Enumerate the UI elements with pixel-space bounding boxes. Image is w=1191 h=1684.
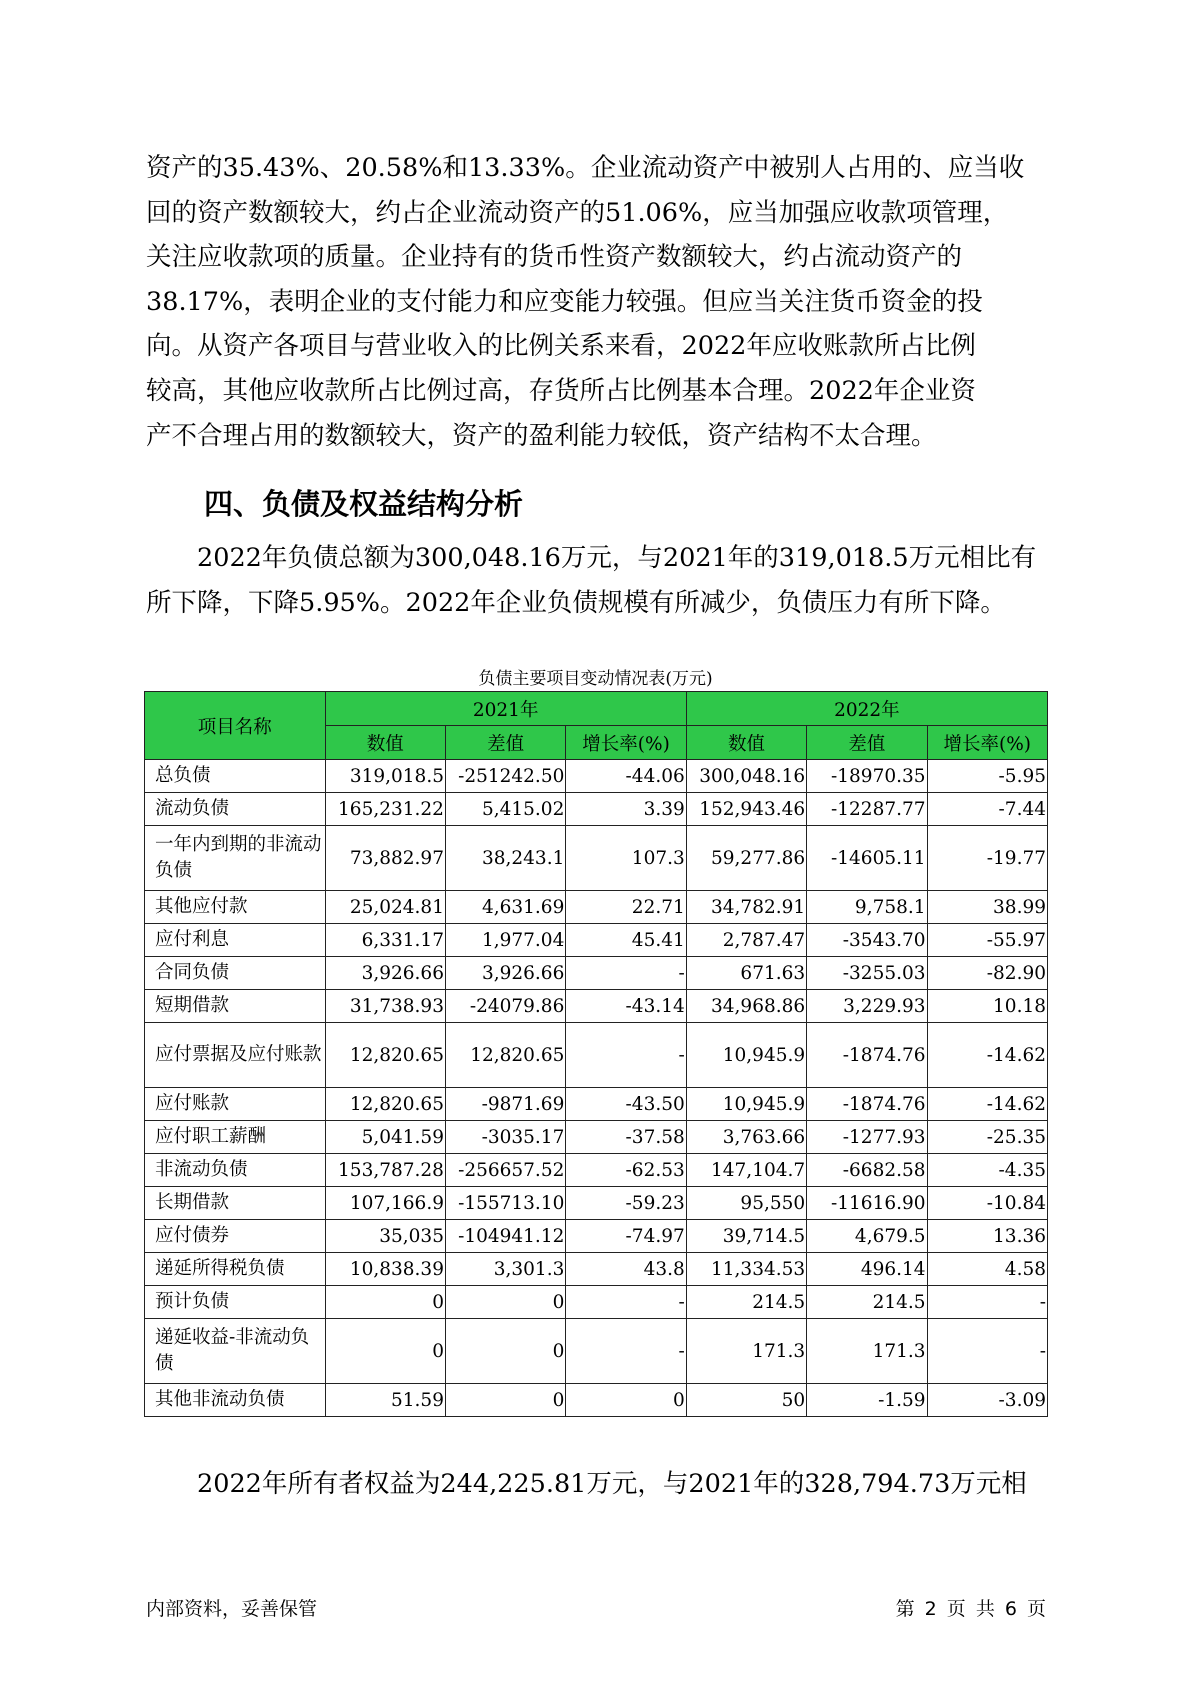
header-growth: 增长率(%) bbox=[566, 726, 686, 760]
cell-growth-2021: -44.06 bbox=[566, 760, 686, 793]
cell-value-2022: 671.63 bbox=[686, 957, 806, 990]
text-line: 38.17%，表明企业的支付能力和应变能力较强。但应当关注货币资金的投 bbox=[146, 286, 983, 317]
cell-growth-2022: -3.09 bbox=[927, 1384, 1047, 1417]
cell-growth-2022: -5.95 bbox=[927, 760, 1047, 793]
cell-diff-2022: 171.3 bbox=[807, 1319, 927, 1384]
cell-value-2022: 3,763.66 bbox=[686, 1121, 806, 1154]
analysis-paragraph-equity bbox=[146, 1462, 1046, 1507]
table-row bbox=[145, 760, 1048, 793]
cell-growth-2022: 38.99 bbox=[927, 891, 1047, 924]
cell-diff-2021: -256657.52 bbox=[445, 1154, 565, 1187]
cell-value-2022: 34,782.91 bbox=[686, 891, 806, 924]
header-diff: 差值 bbox=[807, 726, 927, 760]
cell-growth-2022: -7.44 bbox=[927, 793, 1047, 826]
cell-value-2022: 300,048.16 bbox=[686, 760, 806, 793]
cell-diff-2022: 4,679.5 bbox=[807, 1220, 927, 1253]
cell-item-name: 一年内到期的非流动负债 bbox=[145, 826, 326, 891]
cell-value-2021: 0 bbox=[325, 1286, 445, 1319]
cell-growth-2021: 43.8 bbox=[566, 1253, 686, 1286]
cell-growth-2022: - bbox=[927, 1286, 1047, 1319]
table-row bbox=[145, 1187, 1048, 1220]
cell-diff-2022: -18970.35 bbox=[807, 760, 927, 793]
table-row bbox=[145, 924, 1048, 957]
table-row bbox=[145, 1023, 1048, 1088]
cell-diff-2021: 0 bbox=[445, 1319, 565, 1384]
cell-item-name: 应付利息 bbox=[145, 924, 326, 957]
table-row bbox=[145, 1286, 1048, 1319]
cell-diff-2021: 5,415.02 bbox=[445, 793, 565, 826]
cell-growth-2022: -25.35 bbox=[927, 1121, 1047, 1154]
cell-value-2021: 35,035 bbox=[325, 1220, 445, 1253]
cell-diff-2022: 9,758.1 bbox=[807, 891, 927, 924]
cell-item-name: 递延所得税负债 bbox=[145, 1253, 326, 1286]
cell-value-2021: 153,787.28 bbox=[325, 1154, 445, 1187]
cell-diff-2021: 1,977.04 bbox=[445, 924, 565, 957]
cell-diff-2022: -11616.90 bbox=[807, 1187, 927, 1220]
text-line: 2022年所有者权益为244,225.81万元，与2021年的328,794.73万元相 bbox=[197, 1469, 1027, 1499]
cell-diff-2021: 4,631.69 bbox=[445, 891, 565, 924]
cell-value-2021: 10,838.39 bbox=[325, 1253, 445, 1286]
cell-diff-2021: -24079.86 bbox=[445, 990, 565, 1023]
cell-diff-2021: 3,301.3 bbox=[445, 1253, 565, 1286]
analysis-paragraph-assets bbox=[146, 146, 1046, 458]
cell-diff-2022: -1874.76 bbox=[807, 1023, 927, 1088]
cell-value-2021: 319,018.5 bbox=[325, 760, 445, 793]
cell-value-2022: 147,104.7 bbox=[686, 1154, 806, 1187]
cell-item-name: 其他应付款 bbox=[145, 891, 326, 924]
cell-growth-2022: -82.90 bbox=[927, 957, 1047, 990]
cell-value-2021: 3,926.66 bbox=[325, 957, 445, 990]
liabilities-table bbox=[144, 691, 1048, 1417]
cell-item-name: 其他非流动负债 bbox=[145, 1384, 326, 1417]
text-line: 关注应收款项的质量。企业持有的货币性资产数额较大，约占流动资产的 bbox=[146, 242, 963, 273]
cell-item-name: 合同负债 bbox=[145, 957, 326, 990]
cell-value-2021: 31,738.93 bbox=[325, 990, 445, 1023]
table-row bbox=[145, 1319, 1048, 1384]
cell-diff-2022: -6682.58 bbox=[807, 1154, 927, 1187]
cell-value-2022: 59,277.86 bbox=[686, 826, 806, 891]
cell-diff-2021: -9871.69 bbox=[445, 1088, 565, 1121]
cell-diff-2022: -1874.76 bbox=[807, 1088, 927, 1121]
cell-item-name: 长期借款 bbox=[145, 1187, 326, 1220]
cell-growth-2021: 45.41 bbox=[566, 924, 686, 957]
cell-diff-2021: 38,243.1 bbox=[445, 826, 565, 891]
cell-growth-2022: - bbox=[927, 1319, 1047, 1384]
header-value: 数值 bbox=[325, 726, 445, 760]
cell-value-2022: 34,968.86 bbox=[686, 990, 806, 1023]
cell-growth-2021: - bbox=[566, 1286, 686, 1319]
cell-diff-2021: 12,820.65 bbox=[445, 1023, 565, 1088]
cell-growth-2021: -74.97 bbox=[566, 1220, 686, 1253]
cell-growth-2022: 13.36 bbox=[927, 1220, 1047, 1253]
cell-diff-2022: 214.5 bbox=[807, 1286, 927, 1319]
header-item-name: 项目名称 bbox=[145, 692, 326, 760]
cell-value-2021: 51.59 bbox=[325, 1384, 445, 1417]
footer-confidential-note: 内部资料，妥善保管 bbox=[146, 1598, 318, 1620]
cell-value-2022: 214.5 bbox=[686, 1286, 806, 1319]
cell-value-2022: 2,787.47 bbox=[686, 924, 806, 957]
table-row bbox=[145, 1384, 1048, 1417]
header-value: 数值 bbox=[686, 726, 806, 760]
cell-growth-2021: -62.53 bbox=[566, 1154, 686, 1187]
cell-item-name: 非流动负债 bbox=[145, 1154, 326, 1187]
cell-value-2022: 152,943.46 bbox=[686, 793, 806, 826]
text-line: 所下降，下降5.95%。2022年企业负债规模有所减少，负债压力有所下降。 bbox=[146, 587, 1006, 618]
cell-growth-2021: -37.58 bbox=[566, 1121, 686, 1154]
cell-value-2021: 12,820.65 bbox=[325, 1023, 445, 1088]
table-row bbox=[145, 1220, 1048, 1253]
table-row bbox=[145, 1253, 1048, 1286]
cell-item-name: 短期借款 bbox=[145, 990, 326, 1023]
cell-growth-2022: -10.84 bbox=[927, 1187, 1047, 1220]
header-year-2021: 2021年 bbox=[325, 692, 686, 726]
cell-growth-2021: - bbox=[566, 1319, 686, 1384]
header-year-2022: 2022年 bbox=[686, 692, 1047, 726]
cell-growth-2022: -19.77 bbox=[927, 826, 1047, 891]
cell-diff-2022: -3543.70 bbox=[807, 924, 927, 957]
cell-value-2022: 10,945.9 bbox=[686, 1088, 806, 1121]
cell-value-2021: 107,166.9 bbox=[325, 1187, 445, 1220]
cell-value-2021: 25,024.81 bbox=[325, 891, 445, 924]
cell-diff-2022: -1.59 bbox=[807, 1384, 927, 1417]
analysis-paragraph-liabilities bbox=[146, 536, 1046, 625]
cell-diff-2021: -104941.12 bbox=[445, 1220, 565, 1253]
cell-diff-2021: 3,926.66 bbox=[445, 957, 565, 990]
cell-growth-2022: -55.97 bbox=[927, 924, 1047, 957]
cell-diff-2021: -155713.10 bbox=[445, 1187, 565, 1220]
cell-growth-2021: 3.39 bbox=[566, 793, 686, 826]
cell-value-2021: 12,820.65 bbox=[325, 1088, 445, 1121]
table-row bbox=[145, 1121, 1048, 1154]
cell-diff-2021: 0 bbox=[445, 1286, 565, 1319]
cell-growth-2021: 0 bbox=[566, 1384, 686, 1417]
cell-value-2021: 73,882.97 bbox=[325, 826, 445, 891]
cell-value-2022: 50 bbox=[686, 1384, 806, 1417]
cell-growth-2021: -43.50 bbox=[566, 1088, 686, 1121]
text-line: 较高，其他应收款所占比例过高，存货所占比例基本合理。2022年企业资 bbox=[146, 375, 976, 406]
cell-diff-2022: -3255.03 bbox=[807, 957, 927, 990]
cell-diff-2022: -14605.11 bbox=[807, 826, 927, 891]
cell-value-2022: 39,714.5 bbox=[686, 1220, 806, 1253]
table-row bbox=[145, 990, 1048, 1023]
table-row bbox=[145, 1088, 1048, 1121]
cell-growth-2021: -59.23 bbox=[566, 1187, 686, 1220]
section-heading: 四、负债及权益结构分析 bbox=[204, 487, 524, 521]
table-row bbox=[145, 826, 1048, 891]
cell-diff-2022: -12287.77 bbox=[807, 793, 927, 826]
text-line: 向。从资产各项目与营业收入的比例关系来看，2022年应收账款所占比例 bbox=[146, 331, 976, 362]
table-row bbox=[145, 1154, 1048, 1187]
cell-item-name: 流动负债 bbox=[145, 793, 326, 826]
table-row bbox=[145, 891, 1048, 924]
cell-value-2021: 165,231.22 bbox=[325, 793, 445, 826]
cell-item-name: 应付债券 bbox=[145, 1220, 326, 1253]
cell-item-name: 预计负债 bbox=[145, 1286, 326, 1319]
text-line: 产不合理占用的数额较大，资产的盈利能力较低，资产结构不太合理。 bbox=[146, 420, 937, 451]
cell-growth-2022: 10.18 bbox=[927, 990, 1047, 1023]
text-line: 2022年负债总额为300,048.16万元，与2021年的319,018.5万元相比有 bbox=[197, 543, 1037, 573]
cell-diff-2022: 3,229.93 bbox=[807, 990, 927, 1023]
cell-diff-2022: 496.14 bbox=[807, 1253, 927, 1286]
text-line: 回的资产数额较大，约占企业流动资产的51.06%，应当加强应收款项管理， bbox=[146, 197, 1009, 228]
cell-item-name: 应付账款 bbox=[145, 1088, 326, 1121]
header-diff: 差值 bbox=[445, 726, 565, 760]
footer-page-number: 第 2 页 共 6 页 bbox=[895, 1598, 1046, 1620]
cell-item-name: 应付职工薪酬 bbox=[145, 1121, 326, 1154]
cell-diff-2022: -1277.93 bbox=[807, 1121, 927, 1154]
cell-growth-2022: -14.62 bbox=[927, 1088, 1047, 1121]
cell-value-2021: 6,331.17 bbox=[325, 924, 445, 957]
cell-value-2022: 11,334.53 bbox=[686, 1253, 806, 1286]
cell-diff-2021: -251242.50 bbox=[445, 760, 565, 793]
text-line: 资产的35.43%、20.58%和13.33%。企业流动资产中被别人占用的、应当收 bbox=[146, 153, 1025, 183]
cell-growth-2021: -43.14 bbox=[566, 990, 686, 1023]
cell-item-name: 总负债 bbox=[145, 760, 326, 793]
header-growth: 增长率(%) bbox=[927, 726, 1047, 760]
cell-item-name: 应付票据及应付账款 bbox=[145, 1023, 326, 1088]
cell-diff-2021: -3035.17 bbox=[445, 1121, 565, 1154]
table-caption: 负债主要项目变动情况表(万元) bbox=[478, 669, 713, 689]
cell-value-2022: 171.3 bbox=[686, 1319, 806, 1384]
cell-growth-2021: 107.3 bbox=[566, 826, 686, 891]
table-row bbox=[145, 793, 1048, 826]
cell-item-name: 递延收益-非流动负债 bbox=[145, 1319, 326, 1384]
cell-growth-2021: - bbox=[566, 957, 686, 990]
cell-diff-2021: 0 bbox=[445, 1384, 565, 1417]
cell-growth-2021: 22.71 bbox=[566, 891, 686, 924]
cell-value-2021: 0 bbox=[325, 1319, 445, 1384]
cell-value-2022: 95,550 bbox=[686, 1187, 806, 1220]
table-row bbox=[145, 957, 1048, 990]
cell-growth-2022: -4.35 bbox=[927, 1154, 1047, 1187]
cell-value-2022: 10,945.9 bbox=[686, 1023, 806, 1088]
cell-value-2021: 5,041.59 bbox=[325, 1121, 445, 1154]
cell-growth-2021: - bbox=[566, 1023, 686, 1088]
cell-growth-2022: -14.62 bbox=[927, 1023, 1047, 1088]
cell-growth-2022: 4.58 bbox=[927, 1253, 1047, 1286]
